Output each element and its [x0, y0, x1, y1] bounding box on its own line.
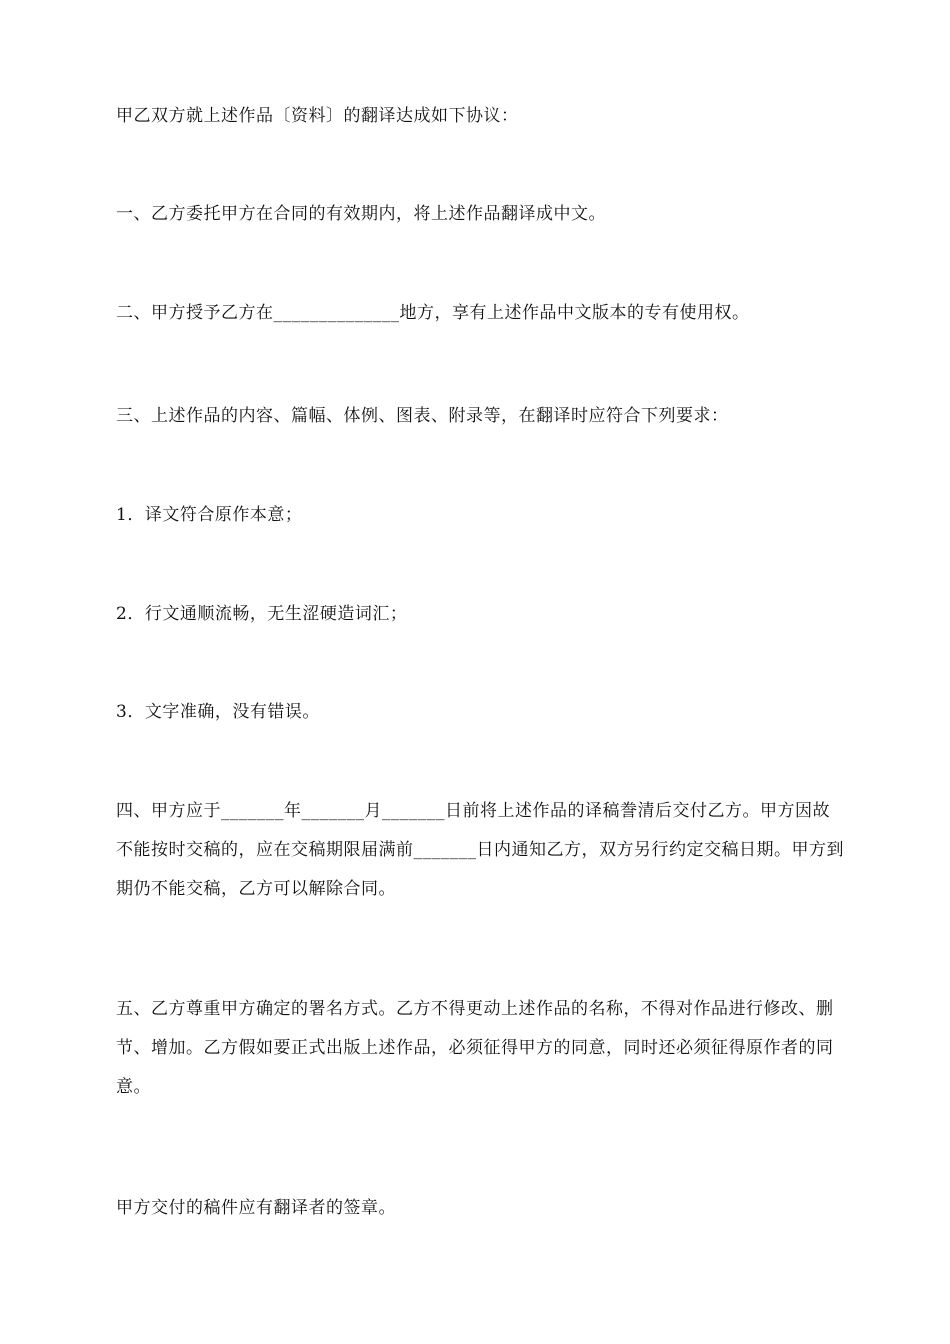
requirement-2: 2．行文通顺流畅，无生涩硬造词汇； — [116, 604, 408, 624]
clause-4: 四、甲方应于_______年_______月_______日前将上述作品的译稿誊清后交付乙方。甲方因故不能按时交稿的，应在交稿期限届满前_______日内通知乙方，双方另行约定交稿日期。甲方到期仍不能交稿，乙方可以解除合同。 — [116, 801, 844, 899]
requirement-1: 1．译文符合原作本意； — [116, 505, 303, 525]
agreement-intro: 甲乙双方就上述作品〔资料〕的翻译达成如下协议： — [116, 106, 519, 126]
requirement-3: 3．文字准确，没有错误。 — [116, 702, 320, 722]
clause-2: 二、甲方授予乙方在______________地方，享有上述作品中文版本的专有使用权。 — [116, 303, 750, 323]
signature-note: 甲方交付的稿件应有翻译者的签章。 — [116, 1198, 396, 1218]
clause-5: 五、乙方尊重甲方确定的署名方式。乙方不得更动上述作品的名称，不得对作品进行修改、删节、增加。乙方假如要正式出版上述作品，必须征得甲方的同意，同时还必须征得原作者的同意。 — [116, 999, 834, 1097]
clause-1: 一、乙方委托甲方在合同的有效期内，将上述作品翻译成中文。 — [116, 204, 606, 224]
clause-3: 三、上述作品的内容、篇幅、体例、图表、附录等，在翻译时应符合下列要求： — [116, 406, 729, 426]
